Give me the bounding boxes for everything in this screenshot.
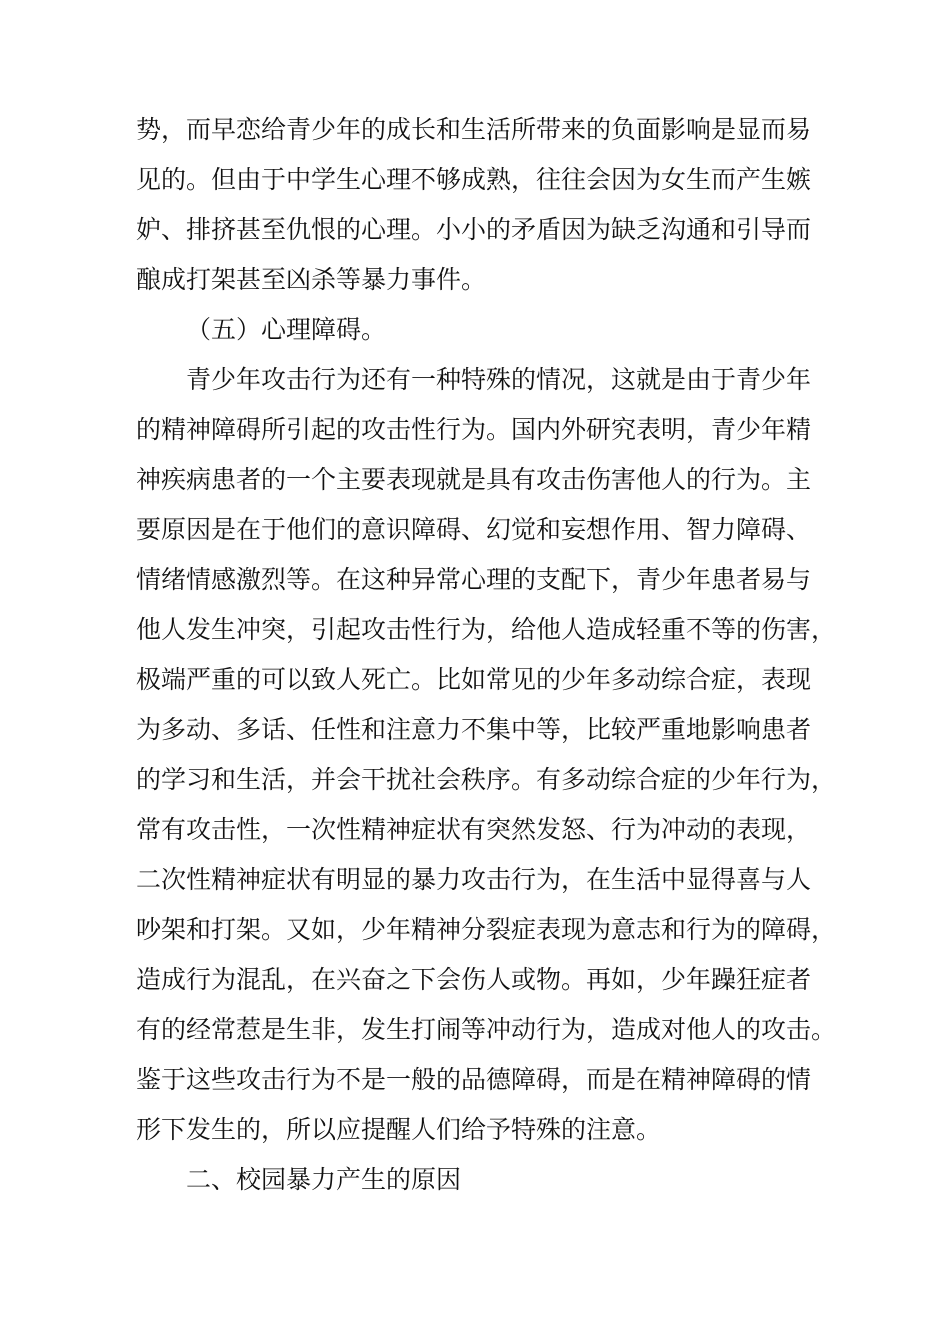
text-line: 造成行为混乱，在兴奋之下会伤人或物。再如，少年躁狂症者: [136, 965, 812, 994]
text-line: 的精神障碍所引起的攻击性行为。国内外研究表明，青少年精: [136, 415, 812, 444]
text-line: 神疾病患者的一个主要表现就是具有攻击伤害他人的行为。主: [136, 465, 812, 494]
text-line: 的学习和生活，并会干扰社会秩序。有多动综合症的少年行为，: [136, 765, 837, 794]
text-line: 势，而早恋给青少年的成长和生活所带来的负面影响是显而易: [136, 115, 812, 144]
text-line: 青少年攻击行为还有一种特殊的情况，这就是由于青少年: [186, 365, 812, 394]
text-line: 见的。但由于中学生心理不够成熟，往往会因为女生而产生嫉: [136, 165, 812, 194]
text-line: 鉴于这些攻击行为不是一般的品德障碍，而是在精神障碍的情: [136, 1065, 812, 1094]
text-line: 有的经常惹是生非，发生打闹等冲动行为，造成对他人的攻击。: [136, 1015, 837, 1044]
section-heading: 二、校园暴力产生的原因: [186, 1165, 462, 1194]
text-line: 吵架和打架。又如，少年精神分裂症表现为意志和行为的障碍，: [136, 915, 837, 944]
section-heading: （五）心理障碍。: [186, 315, 387, 344]
text-line: 情绪情感激烈等。在这种异常心理的支配下，青少年患者易与: [136, 565, 812, 594]
text-line: 妒、排挤甚至仇恨的心理。小小的矛盾因为缺乏沟通和引导而: [136, 215, 812, 244]
text-line: 常有攻击性，一次性精神症状有突然发怒、行为冲动的表现，: [136, 815, 812, 844]
text-line: 酿成打架甚至凶杀等暴力事件。: [136, 265, 487, 294]
text-line: 极端严重的可以致人死亡。比如常见的少年多动综合症，表现: [136, 665, 812, 694]
text-line: 形下发生的，所以应提醒人们给予特殊的注意。: [136, 1115, 662, 1144]
text-line: 要原因是在于他们的意识障碍、幻觉和妄想作用、智力障碍、: [136, 515, 812, 544]
text-line: 为多动、多话、任性和注意力不集中等，比较严重地影响患者: [136, 715, 812, 744]
text-line: 二次性精神症状有明显的暴力攻击行为，在生活中显得喜与人: [136, 865, 812, 894]
text-line: 他人发生冲突，引起攻击性行为，给他人造成轻重不等的伤害，: [136, 615, 837, 644]
